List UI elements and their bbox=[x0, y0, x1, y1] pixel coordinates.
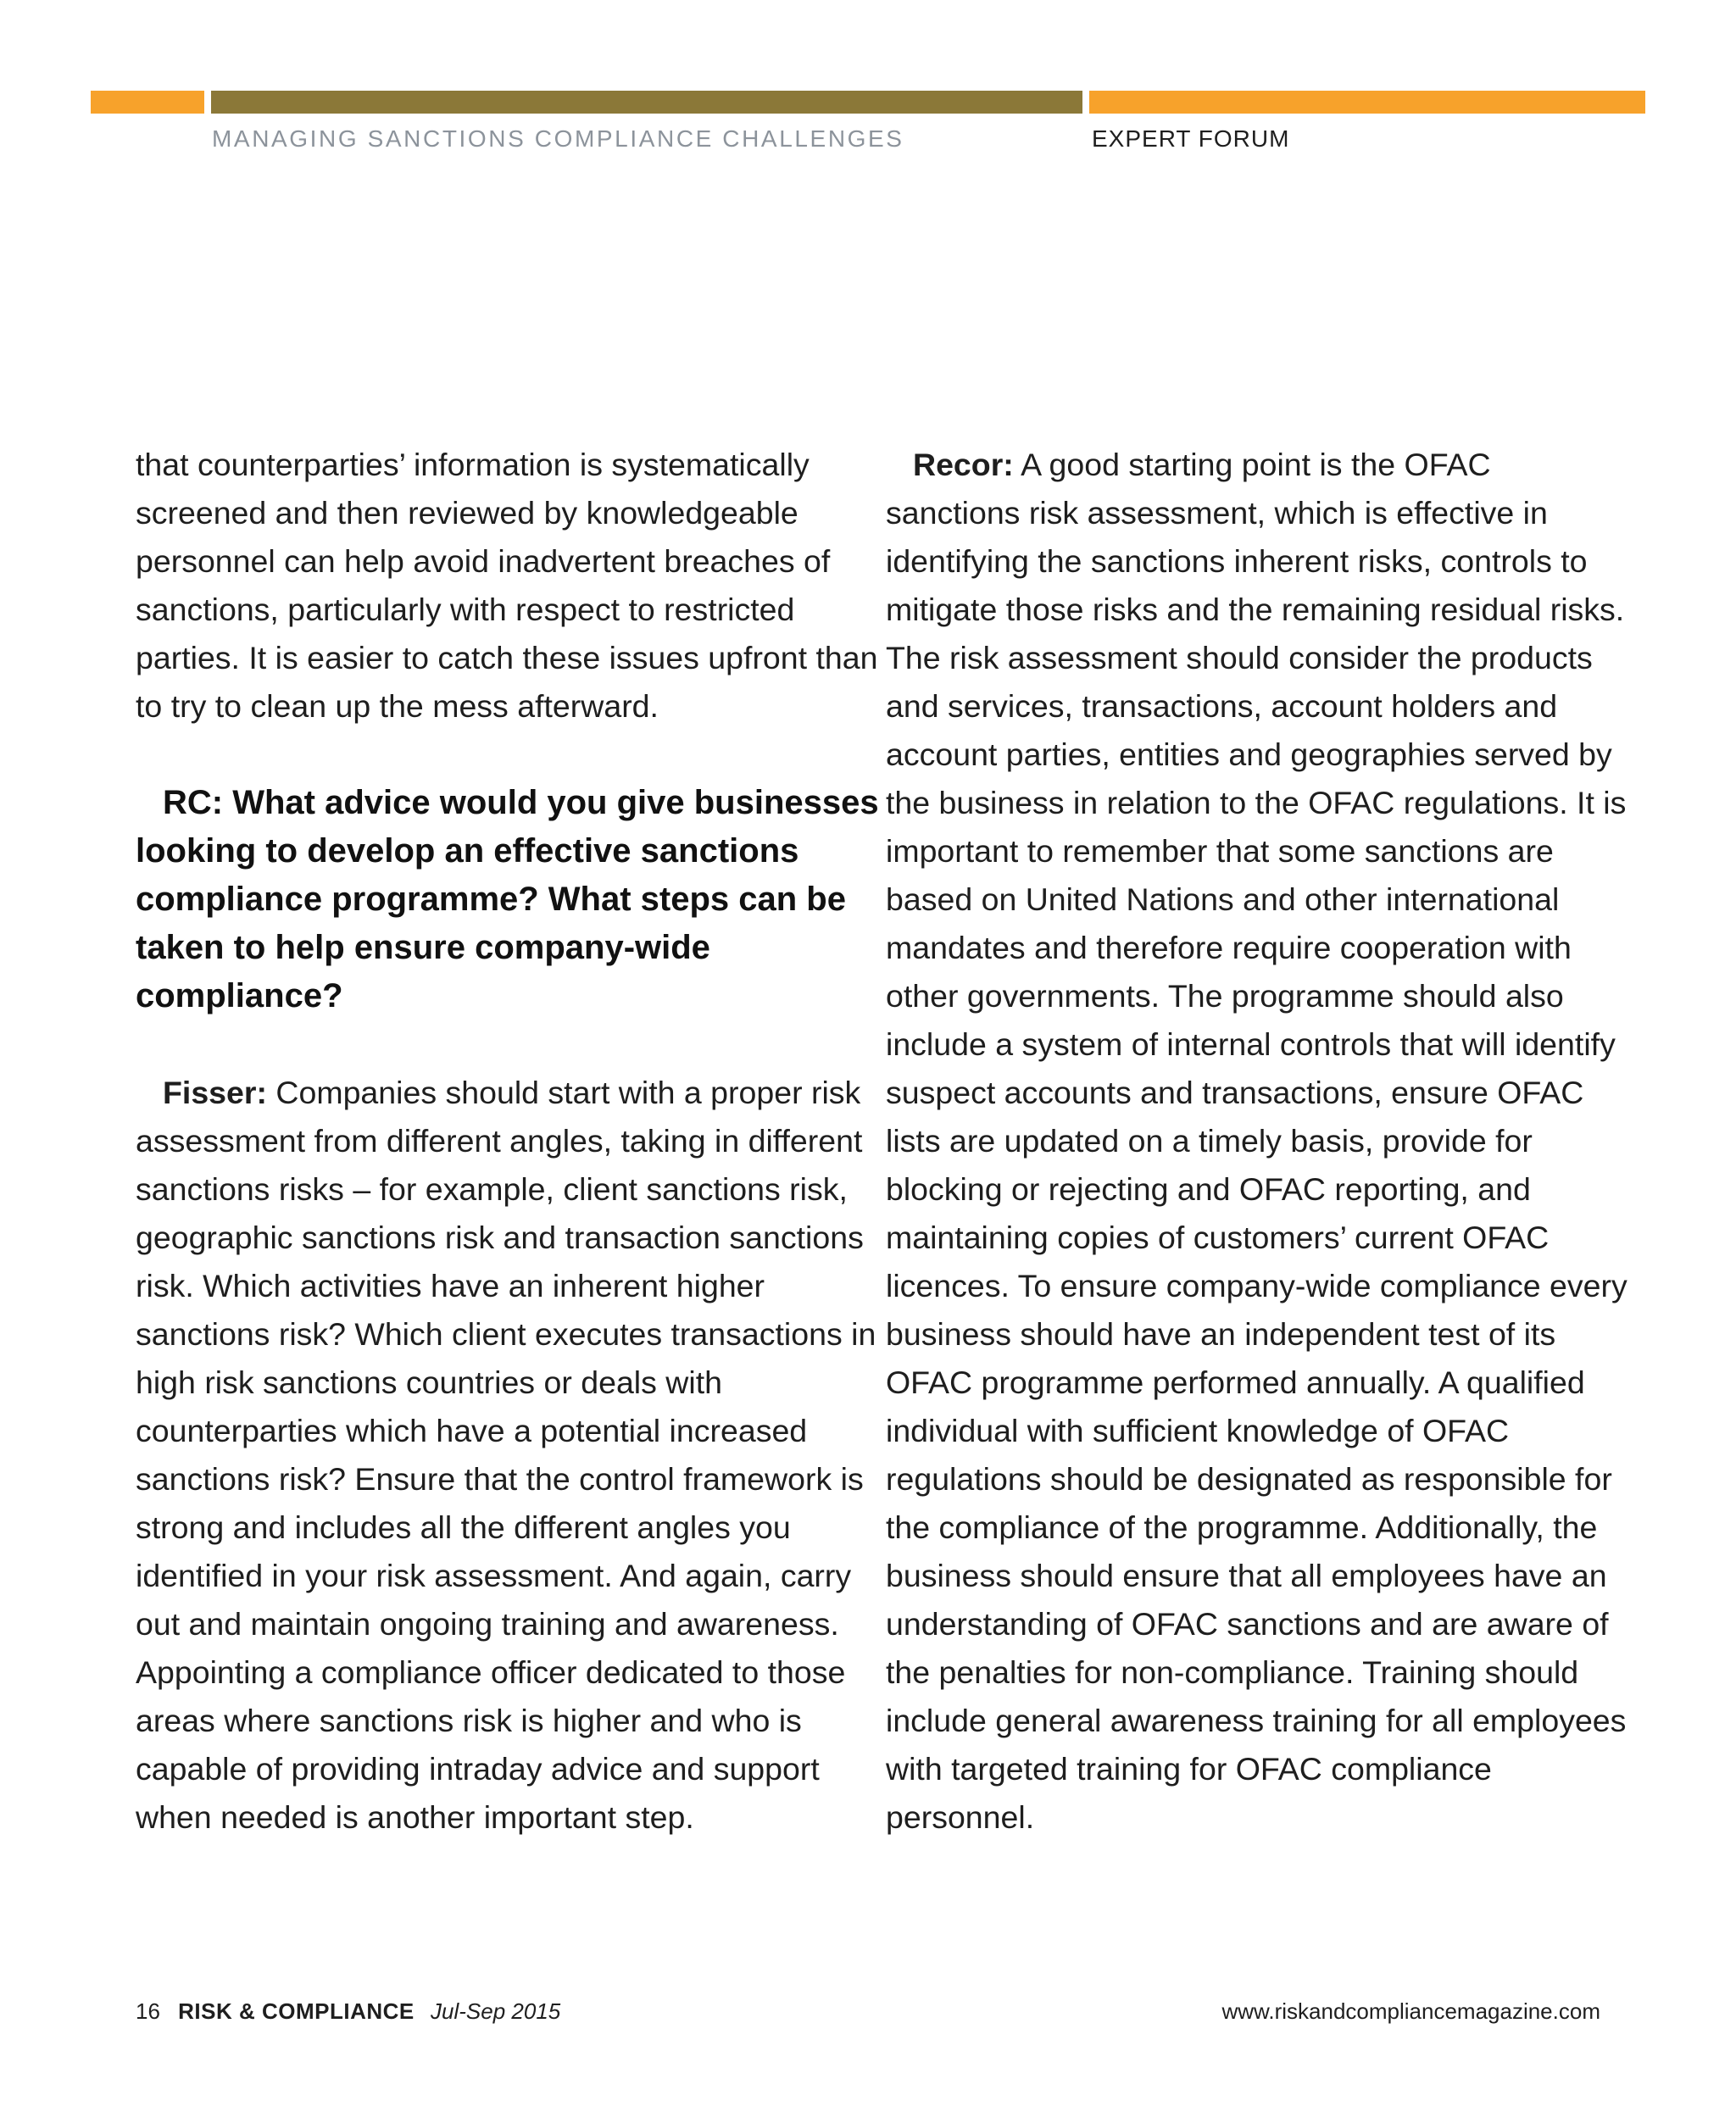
question-speaker: RC: bbox=[163, 784, 224, 821]
answer-text-recor: A good starting point is the OFAC sanctions risk assessment, which is effective in identifying the sanctions inherent risks, controls to mitigate those risks and the remaining residual risks. The risk assessment should consider the products and services, transactions, account holders and account parties, entities and geographies served by the business in relation to the OFAC regulations. It is important to remember that some sanctions are based on United Nations and other international mandates and therefore require cooperation with other governments. The programme should also include a system of internal controls that will identify suspect accounts and transactions, ensure OFAC lists are updated on a timely basis, provide for blocking or rejecting and OFAC reporting, and maintaining copies of customers’ current OFAC licences. To ensure company-wide compliance every business should have an independent test of its OFAC programme performed annually. A qualified individual with sufficient knowledge of OFAC regulations should be designated as responsible for the compliance of the programme. Additionally, the business should ensure that all employees have an understanding of OFAC sanctions and are aware of the penalties for non-compliance. Training should include general awareness training for all employees with targeted training for OFAC compliance personnel. bbox=[886, 447, 1628, 1835]
right-column bbox=[886, 441, 1632, 1842]
section-title: MANAGING SANCTIONS COMPLIANCE CHALLENGES bbox=[212, 125, 904, 152]
answer-text-fisser: Companies should start with a proper risk assessment from different angles, taking in different sanctions risks – for example, client sanctions risk, geographic sanctions risk and transaction sanctions risk. Which activities have an inherent higher sanctions risk? Which client executes transactions in high risk sanctions countries or deals with counterparties which have a potential increased sanctions risk? Ensure that the control framework is strong and includes all the different angles you identified in your risk assessment. And again, carry out and maintain ongoing training and awareness. Appointing a compliance officer dedicated to those areas where sanctions risk is higher and who is capable of providing intraday advice and support when needed is another important step. bbox=[136, 1075, 876, 1835]
intro-paragraph: that counterparties’ information is systematically screened and then reviewed by knowledgeable personnel can help avoid inadvertent breaches of sanctions, particularly with respect to restricted parties. It is easier to catch these issues upfront than to try to clean up the mess afterward. bbox=[136, 447, 878, 724]
answer-paragraph-fisser bbox=[136, 1069, 882, 1842]
interview-question bbox=[136, 779, 882, 1020]
answer-paragraph-recor bbox=[886, 441, 1632, 1842]
issue-date: Jul-Sep 2015 bbox=[431, 1998, 561, 2024]
question-text: What advice would you give businesses looking to develop an effective sanctions compliance programme? What steps can be taken to help ensure company-wide compliance? bbox=[136, 784, 879, 1014]
answer-speaker-recor: Recor: bbox=[913, 447, 1014, 482]
section-label: EXPERT FORUM bbox=[1092, 125, 1290, 152]
website-link[interactable]: www.riskandcompliancemagazine.com bbox=[1221, 1998, 1600, 2024]
header-accent-bar-middle bbox=[211, 91, 1082, 114]
page-number: 16 bbox=[136, 1998, 160, 2024]
footer-info bbox=[136, 1998, 560, 2025]
magazine-name: RISK & COMPLIANCE bbox=[178, 1998, 415, 2024]
left-column bbox=[136, 441, 882, 1842]
answer-speaker-fisser: Fisser: bbox=[163, 1075, 267, 1110]
header-accent-bar-right bbox=[1089, 91, 1645, 114]
header-accent-bar-left bbox=[91, 91, 204, 114]
